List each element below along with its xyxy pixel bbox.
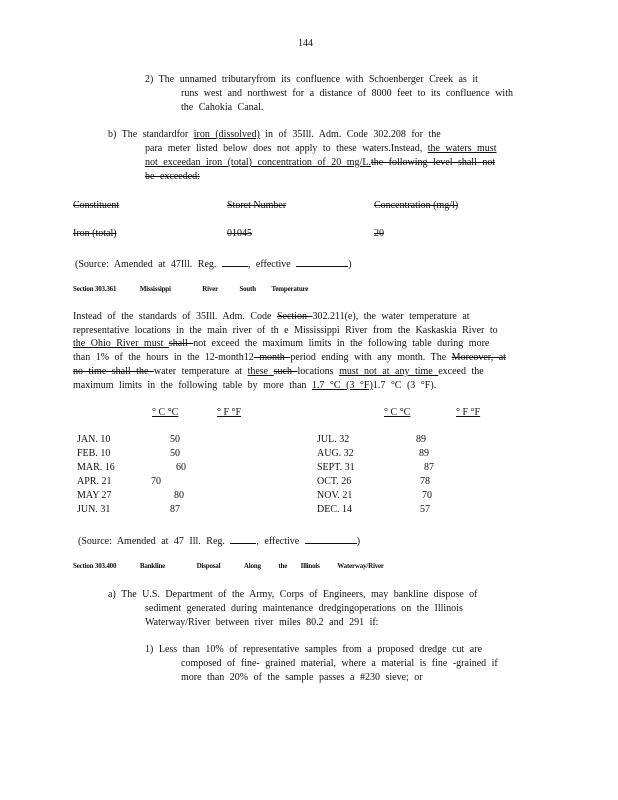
temp-right-row-1-value: 89 — [416, 434, 426, 445]
para-line-5: no time shall the water temperature at these such locations must not at any time exceed the — [73, 366, 484, 377]
temp-right-row-2: AUG. 32 — [317, 448, 354, 459]
section-303-361-heading: Section 303.361 Mississippi River South Temperature — [73, 285, 309, 293]
item-2-line-1: 2) The unnamed tributaryfrom its confluence with Schoenberger Creek as it — [145, 74, 478, 85]
temp-header-c-left: ° C °C — [152, 407, 179, 418]
temp-left-row-2-value: 50 — [170, 448, 180, 459]
item-1-line-1: 1) Less than 10% of representative samples from a proposed dredge cut are — [145, 644, 483, 655]
source-note-1: (Source: Amended at 47Ill. Reg. , effective ) — [75, 259, 352, 270]
blank-reg-2 — [230, 534, 256, 544]
para-line-6: maximum limits in the following table by more than 1.7 °C (3 °F)1.7 °C (3 °F). — [73, 380, 437, 391]
item-b-line-3: not exceedan iron (total) concentration of 20 mg/L.the following level shall not — [145, 157, 496, 168]
temp-right-row-6-value: 57 — [420, 504, 430, 515]
source-note-2: (Source: Amended at 47 Ill. Reg. , effective ) — [78, 536, 361, 547]
temp-right-row-3-value: 87 — [424, 462, 434, 473]
temp-left-row-5-value: 80 — [174, 490, 184, 501]
temp-left-row-2: FEB. 10 — [77, 448, 111, 459]
item-1-line-3: more than 20% of the sample passes a #230 sieve; or — [181, 672, 423, 683]
section-303-400-heading: Section 303.400 Bankline Disposal Along the Illinois Waterway/River — [73, 562, 384, 570]
table-header-storet: Storet Number — [227, 200, 287, 211]
temp-header-f-right: ° F °F — [456, 407, 481, 418]
temp-left-row-3: MAR. 16 — [77, 462, 115, 473]
temp-left-row-1-value: 50 — [170, 434, 180, 445]
temp-left-row-4: APR. 21 — [77, 476, 112, 487]
temp-right-row-2-value: 89 — [419, 448, 429, 459]
item-1-line-2: composed of fine- grained material, where a material is fine -grained if — [181, 658, 498, 669]
table-header-constituent: Constituent — [73, 200, 120, 211]
table-cell-concentration: 20 — [374, 228, 384, 239]
temp-right-row-5-value: 70 — [422, 490, 432, 501]
temp-right-row-4-value: 78 — [420, 476, 430, 487]
item-2-line-2: runs west and northwest for a distance of 8000 feet to its confluence with — [181, 88, 513, 99]
temp-right-row-3: SEPT. 31 — [317, 462, 355, 473]
blank-effective-2 — [305, 534, 357, 544]
table-cell-constituent: Iron (total) — [73, 228, 117, 239]
blank-reg — [222, 257, 248, 267]
temp-left-row-6: JUN. 31 — [77, 504, 111, 515]
item-b-line-1: b) The standardfor iron (dissolved) in of 35Ill. Adm. Code 302.208 for the — [108, 129, 441, 140]
item-a-line-1: a) The U.S. Department of the Army, Corps of Engineers, may bankline dispose of — [108, 589, 478, 600]
temp-left-row-3-value: 60 — [176, 462, 186, 473]
item-a-line-2: sediment generated during maintenance dredgingoperations on the Illinois — [145, 603, 463, 614]
table-cell-storet: 01045 — [227, 228, 252, 239]
temp-right-row-1: JUL. 32 — [317, 434, 350, 445]
page-number: 144 — [298, 38, 313, 49]
blank-effective — [296, 257, 348, 267]
para-line-3: the Ohio River must shall not exceed the maximum limits in the following table during more — [73, 338, 490, 349]
para-line-1: Instead of the standards of 35Ill. Adm. Code Section 302.211(e), the water temperature at — [73, 311, 470, 322]
item-2-line-3: the Cahokia Canal. — [181, 102, 264, 113]
temp-right-row-5: NOV. 21 — [317, 490, 353, 501]
para-line-2: representative locations in the main river of th e Mississippi River from the Kaskaskia River to — [73, 325, 498, 336]
item-b-line-2: para meter listed below does not apply to these waters.Instead, the waters must — [145, 143, 497, 154]
temp-left-row-6-value: 87 — [170, 504, 180, 515]
temp-left-row-4-value: 70 — [151, 476, 161, 487]
temp-right-row-4: OCT. 26 — [317, 476, 352, 487]
temp-left-row-1: JAN. 10 — [77, 434, 111, 445]
temp-left-row-5: MAY 27 — [77, 490, 112, 501]
temp-right-row-6: DEC. 14 — [317, 504, 352, 515]
item-b-line-4: be exceeded: — [145, 171, 200, 182]
temp-header-f-left: ° F °F — [217, 407, 242, 418]
item-a-line-3: Waterway/River between river miles 80.2 and 291 if: — [145, 617, 379, 628]
para-line-4: than 1% of the hours in the 12-month12 month period ending with any month. The Moreover, at — [73, 352, 506, 363]
table-header-concentration: Concentration (mg/l) — [374, 200, 459, 211]
temp-header-c-right: ° C °C — [384, 407, 411, 418]
